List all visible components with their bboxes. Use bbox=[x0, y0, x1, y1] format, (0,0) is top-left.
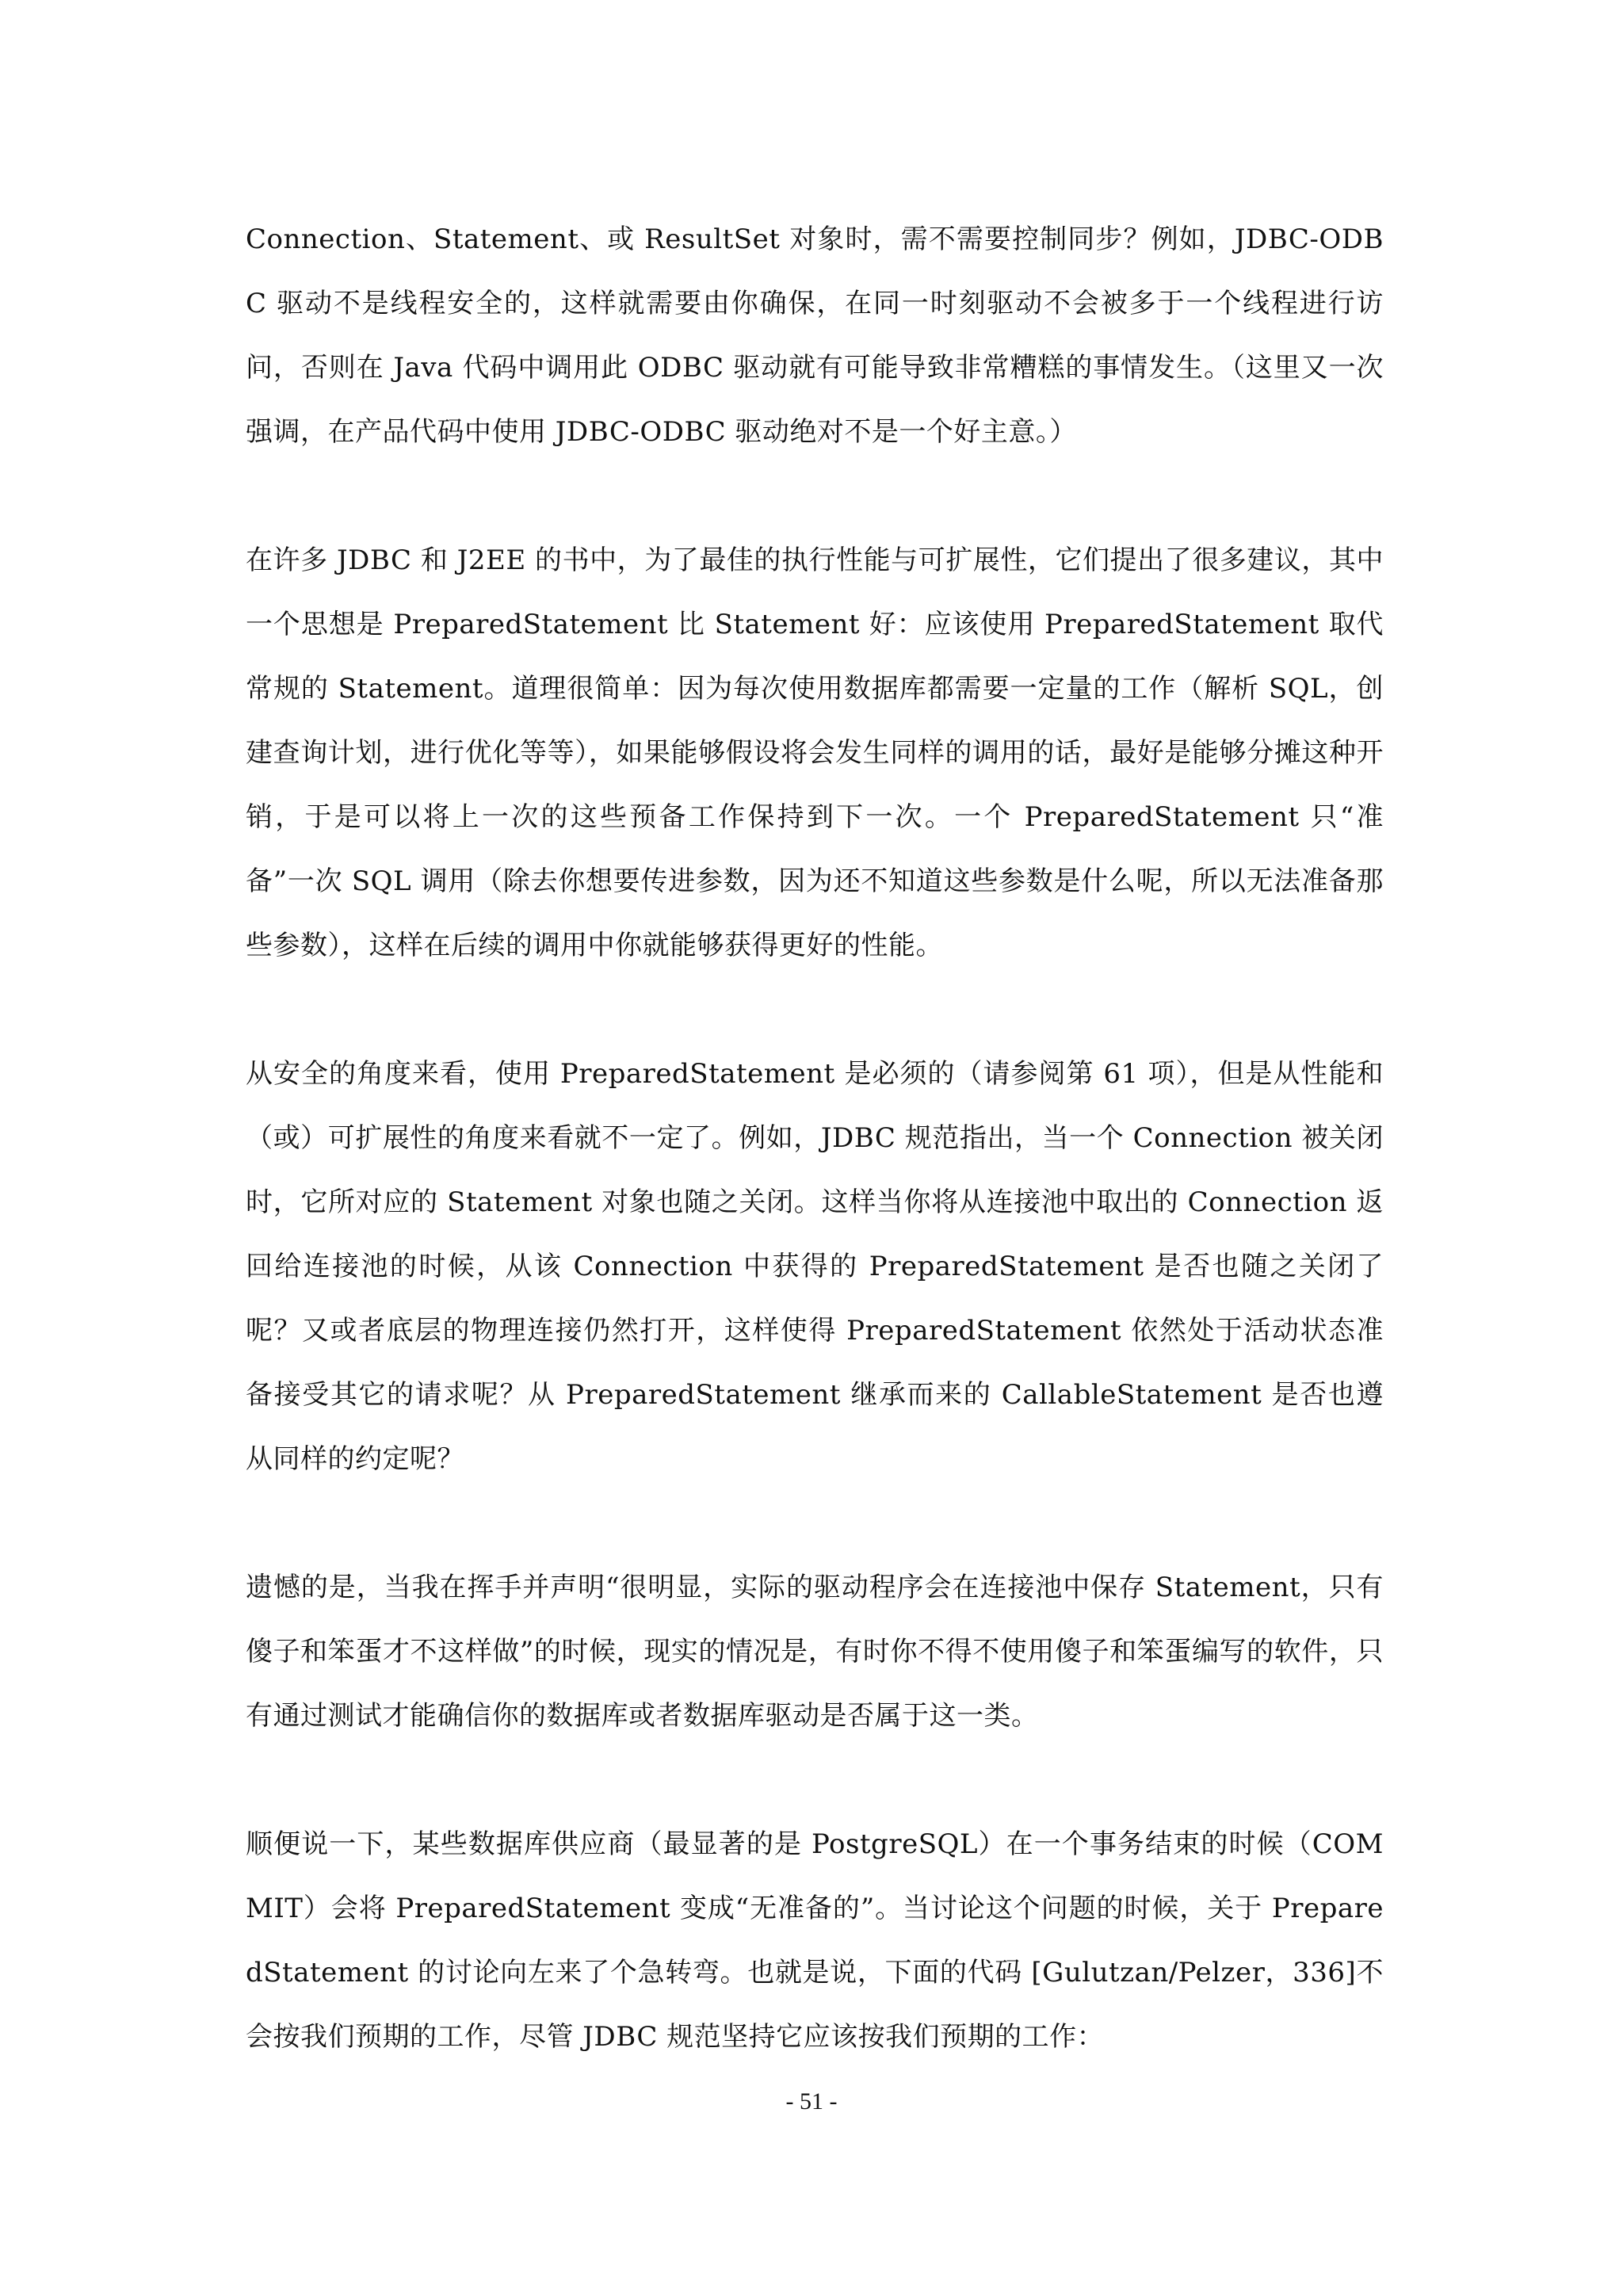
body-text bbox=[246, 208, 1384, 2069]
paragraph-2: 在许多 JDBC 和 J2EE 的书中，为了最佳的执行性能与可扩展性，它们提出了很多建议，其中一个思想是 PreparedStatement 比 Statement 好：应该使用 PreparedStatement 取代常规的 Statement。道理很简单：因为每次使用数据库都需要一定量的工作（解析 SQL，创建查询计划，进行优化等等），如果能够假设将会发生同样的调用的话，最好是能够分摊这种开销，于是可以将上一次的这些预备工作保持到下一次。一个 PreparedStatement 只“准备”一次 SQL 调用（除去你想要传进参数，因为还不知道这些参数是什么呢，所以无法准备那些参数），这样在后续的调用中你就能够获得更好的性能。 bbox=[246, 544, 1384, 961]
page-number: - 51 - bbox=[785, 2088, 838, 2115]
paragraph-3: 从安全的角度来看，使用 PreparedStatement 是必须的（请参阅第 61 项），但是从性能和（或）可扩展性的角度来看就不一定了。例如，JDBC 规范指出，当一个 Connection 被关闭时，它所对应的 Statement 对象也随之关闭。这样当你将从连接池中取出的 Connection 返回给连接池的时候，从该 Connection 中获得的 PreparedStatement 是否也随之关闭了呢？又或者底层的物理连接仍然打开，这样使得 PreparedStatement 依然处于活动状态准备接受其它的请求呢？从 PreparedStatement 继承而来的 CallableStatement 是否也遵从同样的约定呢？ bbox=[246, 1058, 1384, 1475]
paragraph-4: 遗憾的是，当我在挥手并声明“很明显，实际的驱动程序会在连接池中保存 Statement，只有傻子和笨蛋才不这样做”的时候，现实的情况是，有时你不得不使用傻子和笨蛋编写的软件，只有通过测试才能确信你的数据库或者数据库驱动是否属于这一类。 bbox=[246, 1572, 1384, 1732]
paragraph-1: Connection、Statement、或 ResultSet 对象时，需不需要控制同步？例如，JDBC-ODBC 驱动不是线程安全的，这样就需要由你确保，在同一时刻驱动不会被多于一个线程进行访问，否则在 Java 代码中调用此 ODBC 驱动就有可能导致非常糟糕的事情发生。（这里又一次强调，在产品代码中使用 JDBC-ODBC 驱动绝对不是一个好主意。） bbox=[246, 223, 1384, 448]
paragraph-5: 顺便说一下，某些数据库供应商（最显著的是 PostgreSQL）在一个事务结束的时候（COMMIT）会将 PreparedStatement 变成“无准备的”。当讨论这个问题的时候，关于 PreparedStatement 的讨论向左来了个急转弯。也就是说，下面的代码 [Gulutzan/Pelzer，336]不会按我们预期的工作，尽管 JDBC 规范坚持它应该按我们预期的工作： bbox=[246, 1828, 1384, 2053]
